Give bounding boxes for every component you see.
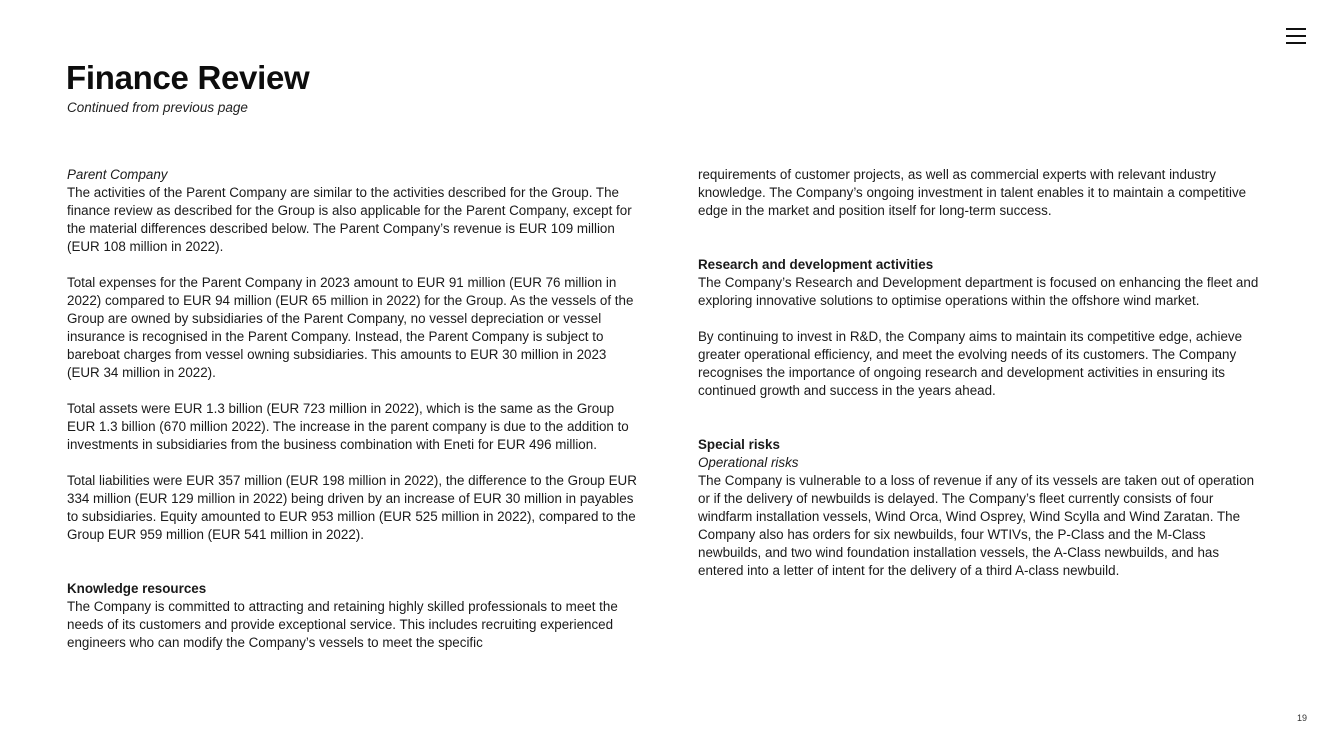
operational-risks-label: Operational risks xyxy=(698,455,799,470)
paragraph-rd-investment: By continuing to invest in R&D, the Company aims to maintain its competitive edge, achieve greater operational efficiency, and meet the evolving needs of its customers. The Company recognises the importance of ongoing research and development activities in ensuring its continued growth and success in the years ahead. xyxy=(698,329,1243,398)
right-column xyxy=(698,166,1268,580)
research-development-heading: Research and development activities xyxy=(698,257,934,272)
page-title: Finance Review xyxy=(66,59,310,96)
paragraph-knowledge: The Company is committed to attracting and retaining highly skilled professionals to meet the needs of its customers and provide exceptional service. This includes recruiting experienced engineers who can modify the Company’s vessels to meet the specific xyxy=(67,599,618,650)
page-subtitle: Continued from previous page xyxy=(67,100,248,115)
paragraph-assets: Total assets were EUR 1.3 billion (EUR 723 million in 2022), which is the same as the Group EUR 1.3 billion (670 million 2022). The increase in the parent company is due to the addition to investments in subsidiaries from the business combination with Eneti for EUR 496 million. xyxy=(67,401,629,452)
paragraph-activities: The activities of the Parent Company are similar to the activities described for the Group. The finance review as described for the Group is also applicable for the Parent Company, except for the material differences described below. The Parent Company’s revenue is EUR 109 million (EUR 108 million in 2022). xyxy=(67,185,632,254)
paragraph-operational-risks: The Company is vulnerable to a loss of revenue if any of its vessels are taken out of operation or if the delivery of newbuilds is delayed. The Company’s fleet currently consists of four windfarm installation vessels, Wind Orca, Wind Osprey, Wind Scylla and Wind Zaratan. The Company also has orders for six newbuilds, four WTIVs, the P-Class and the M-Class newbuilds, and two wind foundation installation vessels, the A-Class newbuilds, and has entered into a letter of intent for the delivery of a third A-class newbuild. xyxy=(698,473,1255,578)
paragraph-liabilities: Total liabilities were EUR 357 million (EUR 198 million in 2022), the difference to the Group EUR 334 million (EUR 129 million in 2022) being driven by an increase of EUR 30 million in payables to subsidiaries. Equity amounted to EUR 953 million (EUR 525 million in 2022), compared to the Group EUR 959 million (EUR 541 million in 2022). xyxy=(67,473,637,542)
left-column xyxy=(67,166,637,652)
menu-line xyxy=(1286,42,1306,44)
menu-line xyxy=(1286,35,1306,37)
page-number: 19 xyxy=(1296,713,1307,723)
paragraph-rd-department: The Company’s Research and Development department is focused on enhancing the fleet and exploring innovative solutions to optimise operations within the offshore wind market. xyxy=(698,275,1259,308)
paragraph-knowledge-continued: requirements of customer projects, as well as commercial experts with relevant industry knowledge. The Company’s ongoing investment in talent enables it to maintain a competitive edge in the market and position itself for long-term success. xyxy=(698,167,1247,218)
knowledge-resources-heading: Knowledge resources xyxy=(67,581,207,596)
hamburger-menu-icon[interactable] xyxy=(1286,27,1306,45)
menu-line xyxy=(1286,28,1306,30)
special-risks-heading: Special risks xyxy=(698,437,780,452)
parent-company-label: Parent Company xyxy=(67,167,168,182)
paragraph-expenses: Total expenses for the Parent Company in 2023 amount to EUR 91 million (EUR 76 million in 2022) compared to EUR 94 million (EUR 65 million in 2022) for the Group. As the vessels of the Group are owned by subsidiaries of the Parent Company, no vessel depreciation or vessel insurance is recognised in the Parent Company. Instead, the Parent Company is subject to bareboat charges from vessel owning subsidiaries. This amounts to EUR 30 million in 2023 (EUR 34 million in 2022). xyxy=(67,275,634,380)
